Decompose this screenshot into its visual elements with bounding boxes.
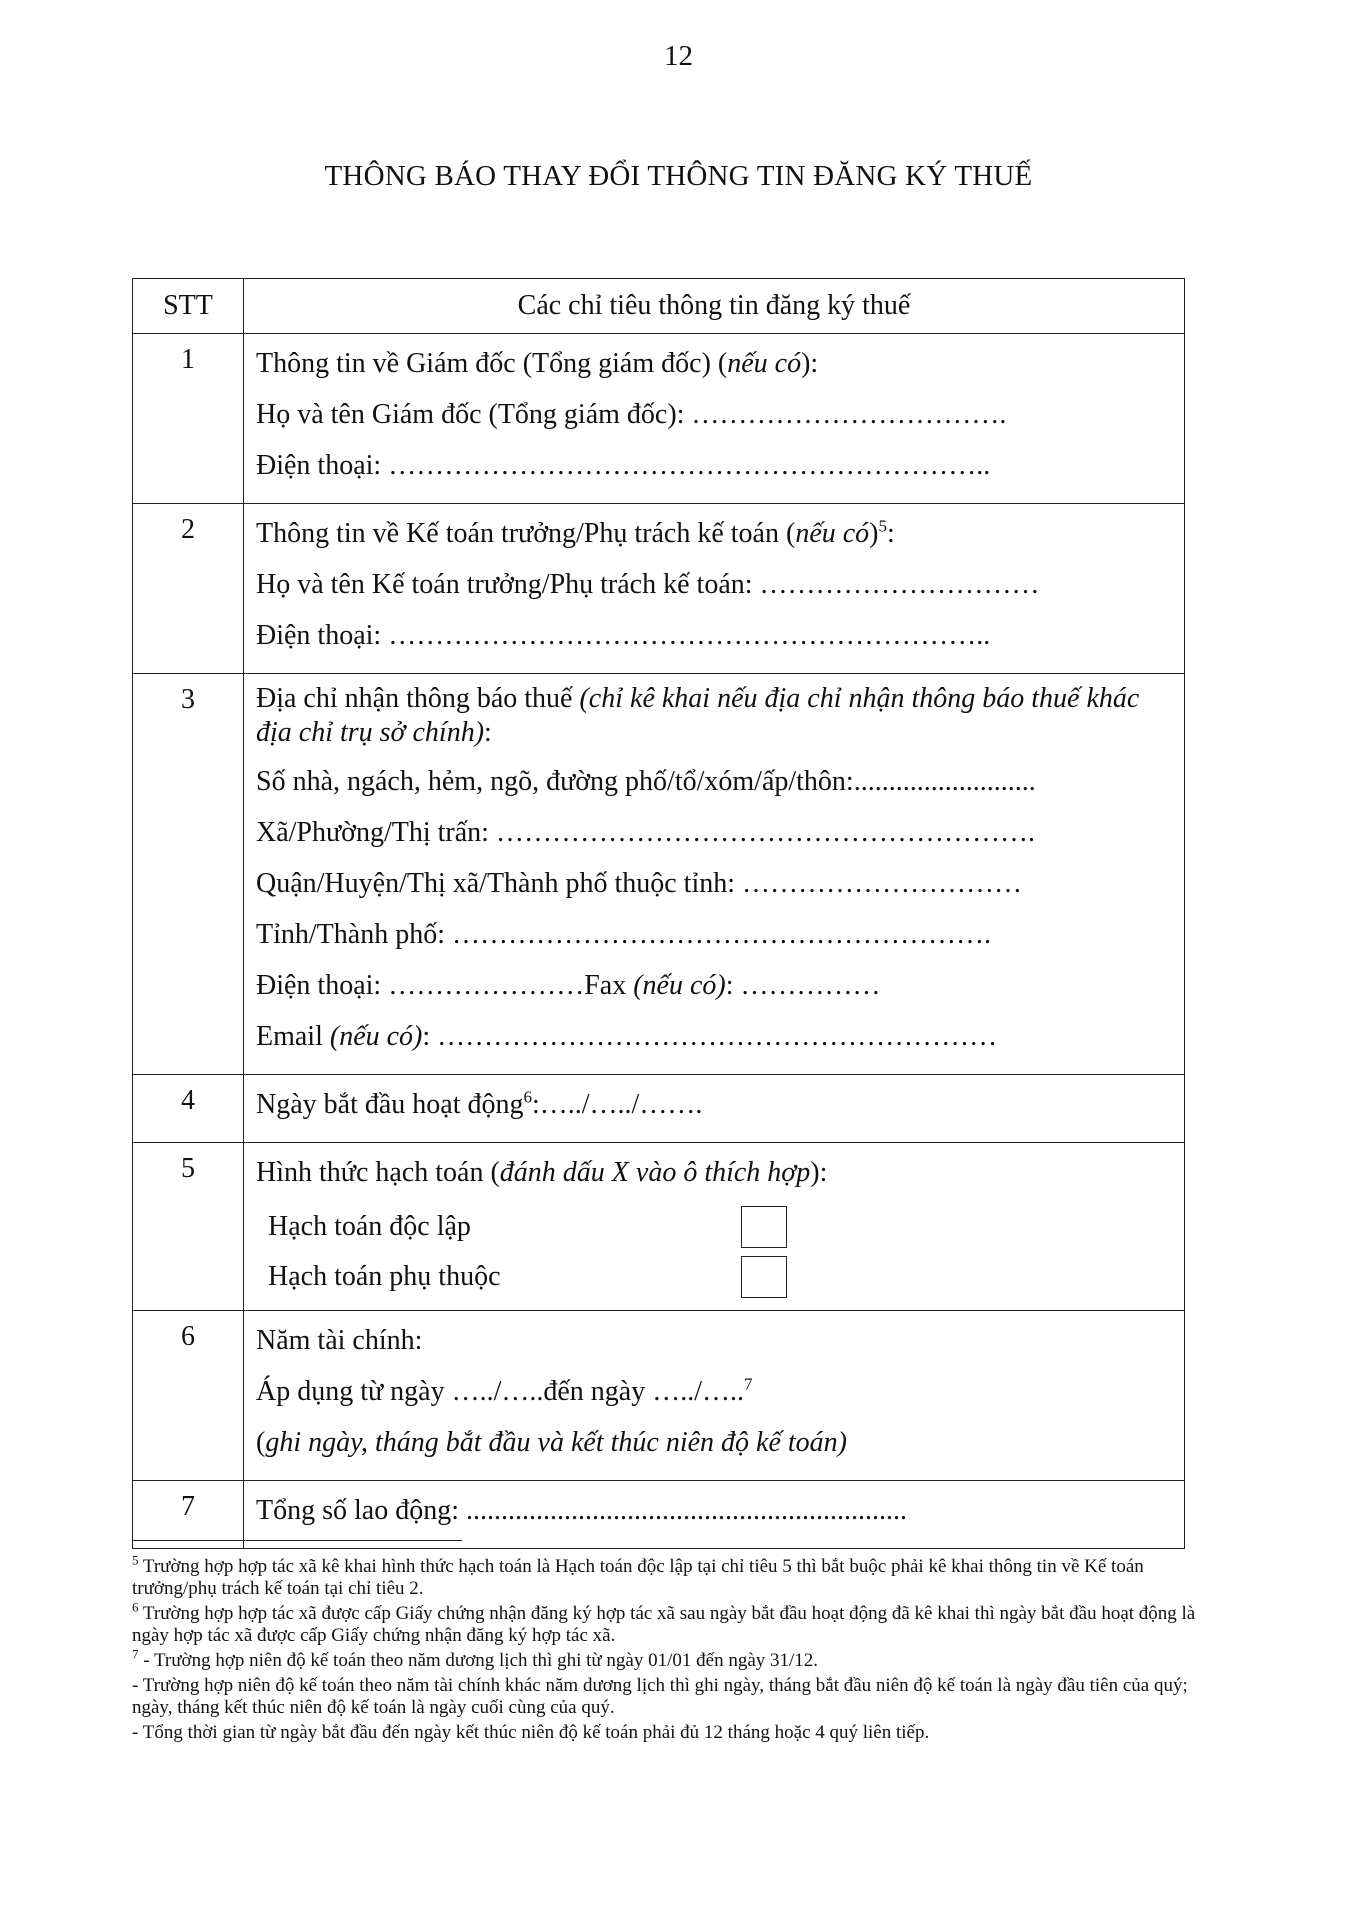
- accounting-form-heading: Hình thức hạch toán (đánh dấu X vào ô thích hợp):: [256, 1157, 828, 1188]
- footnote-6: $^6$ Trường hợp hợp tác xã được cấp Giấy chứng nhận đăng ký hợp tác xã sau ngày bắt đầu hoạt động đã kê khai thì ngày bắt đầu hoạt động là ngày hợp tác xã được cấp Giấy chứng nhận đăng ký hợp tác xã.: [132, 1599, 1196, 1646]
- address-heading: Địa chỉ nhận thông báo thuế (chỉ kê khai nếu địa chỉ nhận thông báo thuế khác địa chỉ trụ sở chính):: [256, 683, 1140, 748]
- fiscal-year-note: (ghi ngày, tháng bắt đầu và kết thúc niên độ kế toán): [256, 1427, 847, 1458]
- document-title: THÔNG BÁO THAY ĐỔI THÔNG TIN ĐĂNG KÝ THUẾ: [324, 160, 1033, 192]
- street-field[interactable]: Số nhà, ngách, hẻm, ngõ, đường phố/tổ/xóm/ấp/thôn:..........................: [256, 766, 1036, 797]
- table-row: [133, 1481, 1185, 1549]
- table-header-row: [133, 279, 1185, 334]
- tax-info-table: [132, 278, 1185, 1549]
- row-content-address: [244, 674, 1185, 1075]
- row-number: 5: [133, 1143, 244, 1311]
- table-row: [133, 1143, 1185, 1311]
- row-content-accounting-form: [244, 1143, 1185, 1311]
- footnote-ref-7: 7: [744, 1374, 753, 1394]
- independent-checkbox[interactable]: [741, 1206, 787, 1248]
- option-independent-label: Hạch toán độc lập: [268, 1211, 471, 1242]
- row-content-accountant: [244, 504, 1185, 674]
- table-row: [133, 674, 1185, 1075]
- footnote-7-part-2: - Trường hợp niên độ kế toán theo năm tài chính khác năm dương lịch thì ghi ngày, tháng bắt đầu niên độ kế toán là ngày đầu tiên của quý; ngày, tháng kết thúc niên độ kế toán là ngày cuối cùng của quý.: [132, 1675, 1188, 1718]
- director-name-field[interactable]: Họ và tên Giám đốc (Tổng giám đốc): …………………………….: [256, 399, 1007, 430]
- district-field[interactable]: Quận/Huyện/Thị xã/Thành phố thuộc tỉnh: …………………………: [256, 868, 1023, 899]
- row-number: 6: [133, 1311, 244, 1481]
- row-number: 2: [133, 504, 244, 674]
- start-date-field[interactable]: [244, 1075, 1185, 1143]
- email-field[interactable]: Email (nếu có): ……………………………………………………: [256, 1021, 998, 1052]
- table-row: [133, 1311, 1185, 1481]
- accountant-name-field[interactable]: Họ và tên Kế toán trưởng/Phụ trách kế toán: …………………………: [256, 569, 1040, 600]
- footnote-ref-6: 6: [523, 1087, 532, 1107]
- director-phone-field[interactable]: Điện thoại: ………………………………………………………..: [256, 450, 991, 481]
- table-row: [133, 1075, 1185, 1143]
- accountant-phone-field[interactable]: Điện thoại: ………………………………………………………..: [256, 620, 991, 651]
- option-dependent-label: Hạch toán phụ thuộc: [268, 1261, 501, 1292]
- footnote-separator: [132, 1540, 462, 1541]
- row-number: 7: [133, 1481, 244, 1549]
- accountant-heading: Thông tin về Kế toán trưởng/Phụ trách kế toán (nếu có)$^5$:: [256, 516, 895, 549]
- header-content: Các chỉ tiêu thông tin đăng ký thuế: [244, 279, 1185, 334]
- dependent-checkbox[interactable]: [741, 1256, 787, 1298]
- row-number: 3: [133, 674, 244, 1075]
- footnote-7-part-3: - Tổng thời gian từ ngày bắt đầu đến ngày kết thúc niên độ kế toán phải đủ 12 tháng hoặc 4 quý liên tiếp.: [132, 1722, 930, 1743]
- fiscal-year-heading: Năm tài chính:: [256, 1325, 423, 1356]
- row-content-fiscal-year: [244, 1311, 1185, 1481]
- start-date-line: Ngày bắt đầu hoạt động$^6$:…../…../…….: [256, 1087, 703, 1120]
- header-stt: STT: [133, 279, 244, 334]
- footnotes: [132, 1552, 1232, 1747]
- director-heading: Thông tin về Giám đốc (Tổng giám đốc) (nếu có):: [256, 348, 819, 379]
- row-number: 4: [133, 1075, 244, 1143]
- page-number: 12: [664, 40, 693, 72]
- table-row: [133, 504, 1185, 674]
- footnote-5: $^5$ Trường hợp hợp tác xã kê khai hình thức hạch toán là Hạch toán độc lập tại chỉ tiêu 5 thì bắt buộc phải kê khai thông tin về Kế toán trưởng/phụ trách kế toán tại chỉ tiêu 2.: [132, 1552, 1144, 1599]
- footnote-7: $^7$ - Trường hợp niên độ kế toán theo năm dương lịch thì ghi từ ngày 01/01 đến ngày 31/12.: [132, 1646, 819, 1671]
- phone-fax-field[interactable]: Điện thoại: …………………Fax (nếu có): ……………: [256, 970, 881, 1001]
- ward-field[interactable]: Xã/Phường/Thị trấn: ………………………………………………….: [256, 817, 1035, 848]
- option-independent: [256, 1202, 1172, 1252]
- row-number: 1: [133, 334, 244, 504]
- row-content-director: [244, 334, 1185, 504]
- fiscal-year-range-field[interactable]: Áp dụng từ ngày …../…..đến ngày …../…..$^7$: [256, 1374, 753, 1407]
- row-content-employees: [244, 1481, 1185, 1549]
- employee-count-field[interactable]: Tổng số lao động: ...............................................................: [256, 1495, 907, 1526]
- table-row: [133, 334, 1185, 504]
- option-dependent: [256, 1252, 1172, 1302]
- footnote-ref-5: 5: [878, 516, 887, 536]
- province-field[interactable]: Tỉnh/Thành phố: ………………………………………………….: [256, 919, 991, 950]
